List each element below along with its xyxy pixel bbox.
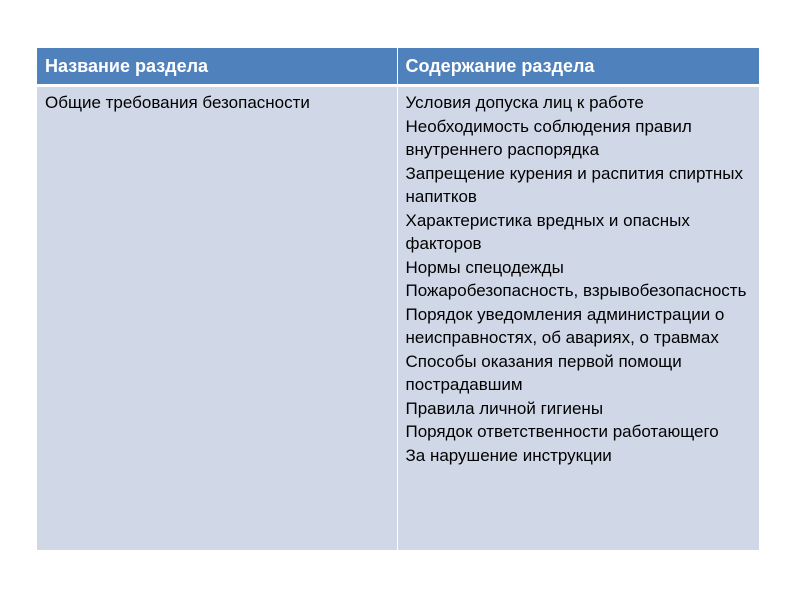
- section-name-cell: Общие требования безопасности: [37, 86, 397, 551]
- list-item: Правила личной гигиены: [405, 398, 604, 418]
- list-item: Условия допуска лиц к работе: [405, 93, 644, 112]
- list-item: Нормы спецодежды: [405, 257, 564, 277]
- list-item: Необходимость соблюдения правил внутреннего распорядка: [405, 116, 692, 159]
- list-item: Порядок ответственности работающего: [405, 422, 719, 441]
- list-item: Порядок уведомления администрации о неисправностях, об авариях, о травмах: [405, 304, 725, 347]
- list-item: За нарушение инструкции: [405, 445, 612, 465]
- table-header-row: [37, 48, 759, 86]
- content-list: [406, 91, 752, 467]
- list-item: Запрещение курения и распития спиртных напитков: [405, 163, 744, 206]
- section-content-cell: [397, 86, 759, 551]
- header-section-name: Название раздела: [37, 48, 397, 86]
- table-row: [37, 86, 759, 551]
- list-item: Характеристика вредных и опасных факторов: [405, 210, 690, 253]
- list-item: Пожаробезопасность, взрывобезопасность: [405, 281, 747, 300]
- safety-instruction-table: [37, 48, 759, 550]
- header-section-content: Содержание раздела: [397, 48, 759, 86]
- list-item: Способы оказания первой помощи пострадавшим: [405, 351, 682, 394]
